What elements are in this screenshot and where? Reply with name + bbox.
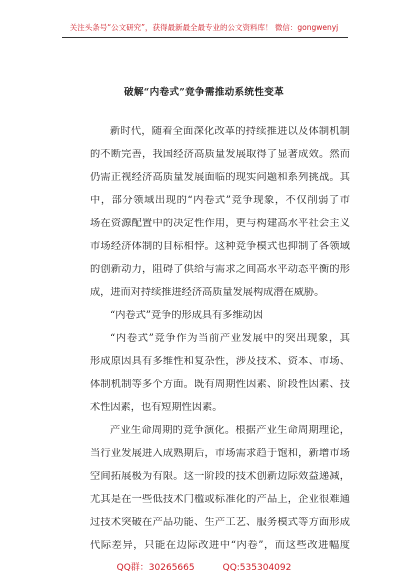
body-line: 仍需正视经济高质量发展面临的现实问题和系列挑战。其 bbox=[90, 172, 350, 183]
body-line: 的创新动力，阻碍了供给与需求之间高水平动态平衡的形 bbox=[90, 264, 350, 275]
body-line: 当行业发展进入成熟期后，市场需求趋于饱和，新增市场 bbox=[90, 448, 350, 459]
body-line: 场在资源配置中的决定性作用，更与构建高水平社会主义 bbox=[90, 218, 350, 229]
body-line: 中，部分领域出现的“内卷式”竞争现象，不仅削弱了市 bbox=[90, 195, 350, 206]
body-line: 产业生命周期的竞争演化。根据产业生命周期理论， bbox=[110, 425, 350, 436]
section-heading: “内卷式”竞争的形成具有多维动因 bbox=[110, 310, 264, 321]
page-header-notice: 关注头条号“公文研究”，获得最新最全最专业的公文资料库！ 微信：gongwenyj bbox=[69, 23, 339, 32]
body-line: 术性因素，也有短期性因素。 bbox=[90, 402, 223, 413]
body-line: 市场经济体制的目标相悖。这种竞争模式也抑制了各领域 bbox=[90, 241, 350, 252]
footer-qq: QQ:535304092 bbox=[222, 563, 292, 573]
body-line: 体制机制等多个方面。既有周期性因素、阶段性因素、技 bbox=[90, 379, 350, 390]
body-line: 成，进而对持续推进经济高质量发展构成潜在威胁。 bbox=[90, 287, 325, 298]
body-line: 形成原因具有多维性和复杂性，涉及技术、资本、市场、 bbox=[90, 356, 350, 367]
footer-qq-group: QQ群：30265665 bbox=[116, 563, 195, 573]
body-line: 代际差异，只能在边际改进中“内卷”，而这些改进幅度 bbox=[90, 540, 350, 551]
body-line: 过技术突破在产品功能、生产工艺、服务模式等方面形成 bbox=[90, 517, 350, 528]
body-line: 的不断完善，我国经济高质量发展取得了显著成效。然而 bbox=[90, 149, 350, 160]
header-divider bbox=[62, 37, 348, 38]
page-footer bbox=[0, 560, 408, 573]
body-line: “内卷式”竞争作为当前产业发展中的突出现象，其 bbox=[110, 333, 350, 344]
document-title: 破解“内卷式”竞争需推动系统性变革 bbox=[123, 87, 285, 98]
body-line: 空间拓展极为有限。这一阶段的技术创新边际效益递减， bbox=[90, 471, 350, 482]
body-line: 尤其是在一些低技术门槛或标准化的产品上，企业很难通 bbox=[90, 494, 350, 505]
body-line: 新时代，随着全面深化改革的持续推进以及体制机制 bbox=[110, 126, 350, 137]
